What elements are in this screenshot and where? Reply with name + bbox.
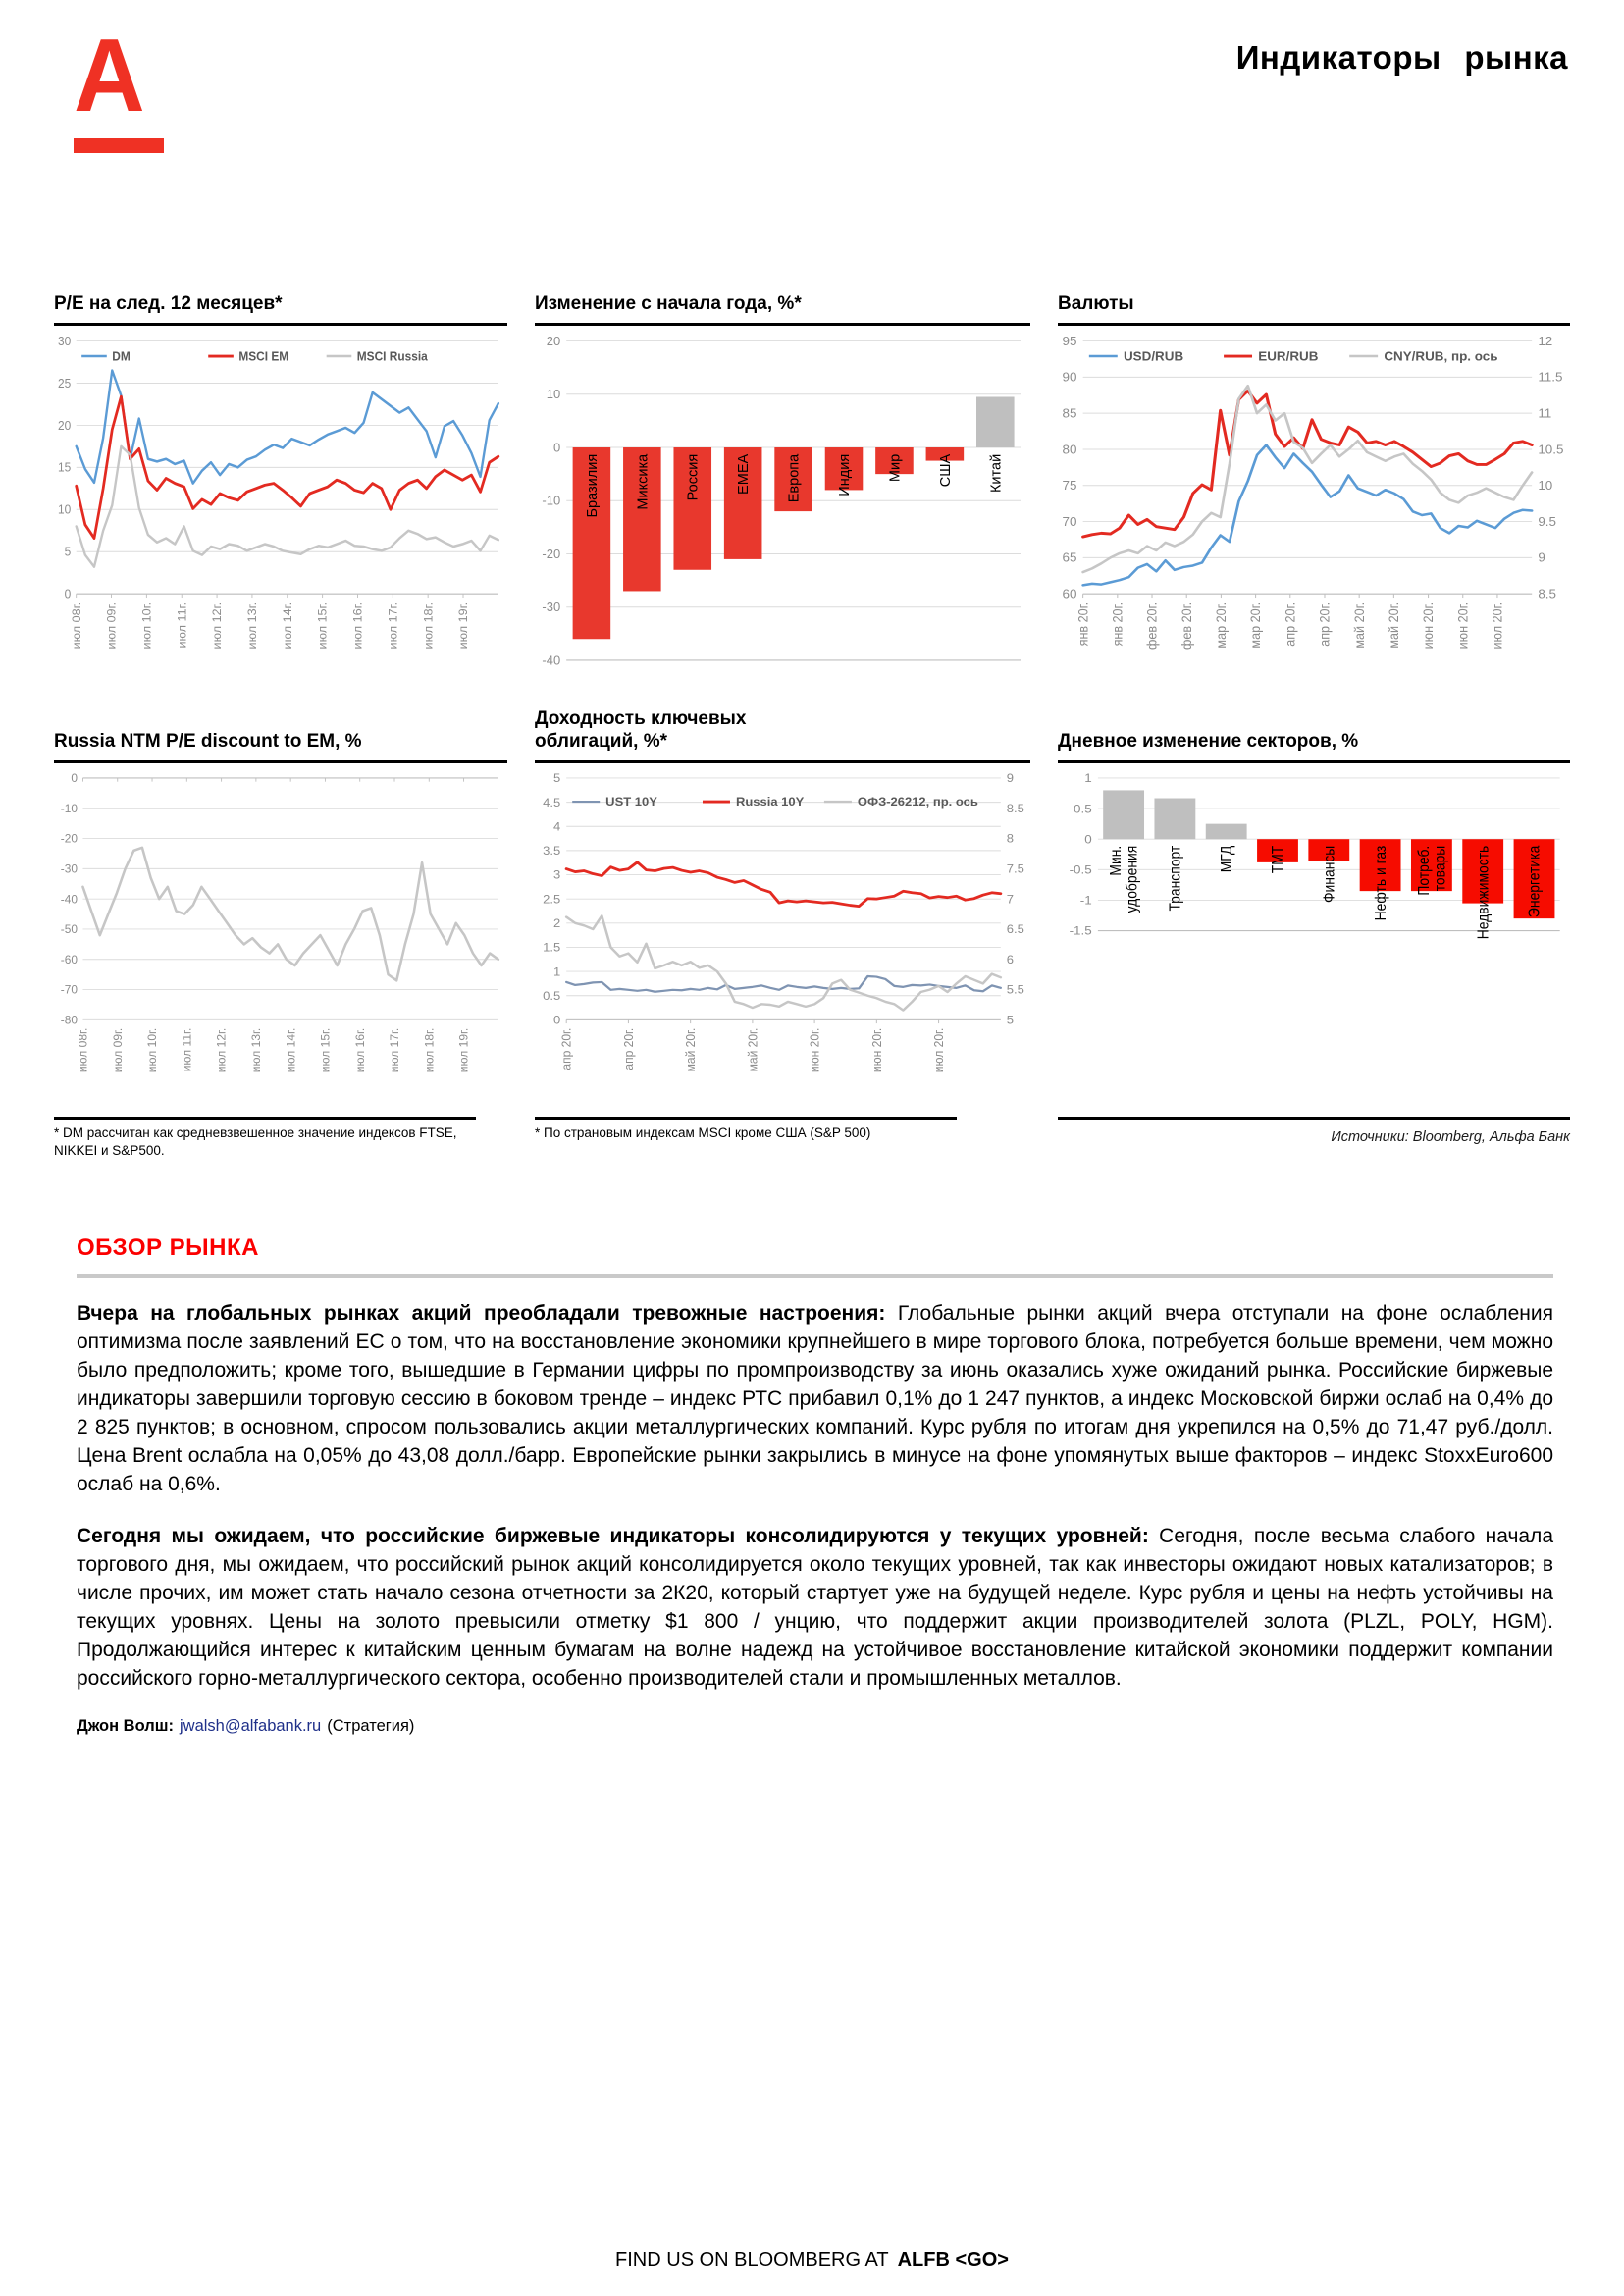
svg-text:-40: -40 — [542, 652, 561, 668]
svg-text:фев 20г.: фев 20г. — [1179, 601, 1194, 650]
chart-section-pe — [54, 287, 507, 689]
svg-text:-30: -30 — [542, 600, 561, 615]
svg-text:июн 20г.: июн 20г. — [808, 1027, 822, 1073]
svg-text:Европа: Европа — [786, 453, 803, 503]
paragraph-body: Глобальные рынки акций вчера отступали на фоне ослабления оптимизма после заявлений ЕС о том, что на восстановление экономики крупнейшего в мире торгового блока, потребуется больше времени, чем можно было предположить; кроме того, вышедшие в Германии цифры по промпроизводству за июнь оказались хуже ожиданий рынка. Российские биржевые индикаторы завершили торговую сессию в боковом тренде – индекс РТС прибавил 0,1% до 1 247 пунктов, а индекс Московской биржи ослаб на 0,4% до 2 825 пунктов; в основном, спросом пользовались акции металлургических компаний. Курс рубля по итогам дня укрепился на 0,5% до 71,47 руб./долл. Цена Brent ослабла на 0,05% до 43,08 долл./барр. Европейские рынки закрылись в минусе на фоне упомянутых выше факторов – индекс StoxxEuro600 ослаб на 0,6%. — [77, 1302, 1553, 1495]
svg-text:60: 60 — [1062, 586, 1077, 601]
svg-text:МГД: МГД — [1219, 845, 1236, 873]
svg-text:-70: -70 — [60, 982, 78, 997]
svg-text:июл 12г.: июл 12г. — [210, 601, 225, 650]
svg-text:-60: -60 — [60, 952, 78, 966]
chart-section-discount — [54, 699, 507, 1160]
svg-text:июл 20г.: июл 20г. — [931, 1027, 947, 1073]
svg-text:май 20г.: май 20г. — [745, 1027, 760, 1072]
svg-text:июл 11г.: июл 11г. — [175, 601, 189, 649]
svg-text:Мир: Мир — [887, 453, 904, 483]
sectors-bar-chart — [1058, 765, 1570, 1111]
svg-text:65: 65 — [1062, 550, 1077, 565]
currencies-line-chart — [1058, 328, 1570, 689]
svg-text:июл 12г.: июл 12г. — [214, 1027, 229, 1073]
svg-text:ТМТ: ТМТ — [1270, 845, 1287, 874]
chart-title-currencies: Валюты — [1058, 287, 1570, 326]
svg-text:2: 2 — [552, 916, 561, 930]
svg-text:июл 08г.: июл 08г. — [70, 601, 83, 650]
svg-text:DM: DM — [112, 349, 131, 364]
svg-text:0: 0 — [1084, 832, 1092, 847]
svg-text:-10: -10 — [60, 801, 78, 815]
alfabank-logo-bar — [74, 138, 164, 153]
svg-text:товары: товары — [1432, 845, 1449, 892]
svg-text:10: 10 — [546, 387, 561, 402]
svg-text:мар 20г.: мар 20г. — [1247, 601, 1264, 649]
svg-text:мар 20г.: мар 20г. — [1213, 601, 1230, 649]
svg-text:1: 1 — [552, 965, 561, 979]
svg-text:MSCI EM: MSCI EM — [238, 349, 289, 364]
svg-text:ОФЗ-26212, пр. ось: ОФЗ-26212, пр. ось — [857, 795, 978, 809]
svg-text:июл 14г.: июл 14г. — [284, 1027, 298, 1073]
svg-text:июн 20г.: июн 20г. — [1420, 601, 1437, 650]
svg-text:-1: -1 — [1079, 893, 1092, 908]
svg-text:10: 10 — [1538, 478, 1553, 494]
svg-text:9.5: 9.5 — [1538, 514, 1557, 529]
svg-text:Нефть и газ: Нефть и газ — [1373, 845, 1389, 921]
svg-text:июн 20г.: июн 20г. — [869, 1027, 884, 1073]
alfabank-logo-letter-icon: А — [74, 18, 145, 133]
review-paragraph-today — [77, 1523, 1553, 1694]
heading-divider — [77, 1274, 1553, 1278]
sources-line: Источники: Bloomberg, Альфа Банк — [1058, 1117, 1570, 1145]
svg-text:Мин.: Мин. — [1108, 845, 1126, 876]
svg-text:11.5: 11.5 — [1538, 370, 1563, 385]
svg-text:6: 6 — [1006, 953, 1015, 966]
svg-text:7.5: 7.5 — [1006, 861, 1024, 876]
chart-section-bonds — [535, 699, 1030, 1160]
svg-text:удобрения: удобрения — [1124, 845, 1141, 913]
svg-text:UST 10Y: UST 10Y — [605, 795, 657, 809]
svg-text:июл 18г.: июл 18г. — [422, 1027, 437, 1073]
svg-text:июл 19г.: июл 19г. — [456, 1027, 471, 1073]
paragraph-body: Сегодня, после весьма слабого начала торгового дня, мы ожидаем, что российский рынок акций консолидируется около текущих уровней, так как инвесторы ожидают новых катализаторов; в числе прочих, им может стать начало сезона отчетности за 2К20, который стартует уже на будущей неделе. Курс рубля и цены на нефть устойчивы на текущих уровнях. Цены на золото превысили отметку $1 800 / унцию, что поддержит акции производителей золота (PLZL, POLY, HGM). Продолжающийся интерес к китайским ценным бумагам на волне надежд на устойчивое восстановление китайской экономики поддержит компании российского горно-металлургического сектора, особенно производителей стали и промышленных металлов. — [77, 1524, 1553, 1690]
svg-text:фев 20г.: фев 20г. — [1144, 601, 1160, 650]
svg-text:CNY/RUB, пр. ось: CNY/RUB, пр. ось — [1384, 348, 1498, 364]
svg-text:-80: -80 — [60, 1013, 78, 1027]
svg-text:0.5: 0.5 — [543, 989, 561, 1003]
svg-text:95: 95 — [1062, 334, 1077, 348]
svg-text:9: 9 — [1538, 550, 1545, 565]
svg-text:июл 14г.: июл 14г. — [281, 601, 294, 650]
bonds-line-chart — [535, 765, 1030, 1111]
svg-text:80: 80 — [1062, 442, 1077, 457]
ytd-change-bar-chart — [535, 328, 1030, 689]
svg-text:2.5: 2.5 — [543, 892, 561, 907]
svg-text:25: 25 — [57, 376, 72, 391]
svg-text:EUR/RUB: EUR/RUB — [1258, 348, 1319, 364]
market-review-section — [77, 1234, 1553, 1736]
svg-text:0: 0 — [552, 440, 561, 455]
svg-text:апр 20г.: апр 20г. — [1317, 601, 1333, 647]
svg-text:-30: -30 — [60, 861, 78, 876]
svg-text:6.5: 6.5 — [1006, 922, 1024, 937]
svg-text:-1.5: -1.5 — [1069, 923, 1092, 938]
author-name: Джон Волш: — [77, 1716, 174, 1735]
alfabank-logo — [74, 18, 172, 153]
svg-text:3.5: 3.5 — [543, 844, 561, 858]
svg-text:июл 13г.: июл 13г. — [249, 1027, 263, 1073]
svg-text:85: 85 — [1062, 405, 1077, 421]
svg-text:4.5: 4.5 — [543, 796, 561, 809]
chart-title-pe: Р/Е на след. 12 месяцев* — [54, 287, 507, 326]
chart-title-sectors: Дневное изменение секторов, % — [1058, 699, 1570, 763]
svg-text:янв 20г.: янв 20г. — [1074, 601, 1091, 647]
charts-row-2 — [54, 699, 1570, 1160]
svg-text:3: 3 — [552, 868, 561, 882]
svg-text:апр 20г.: апр 20г. — [1283, 601, 1298, 647]
svg-text:Индия: Индия — [836, 453, 854, 496]
svg-text:10: 10 — [57, 502, 72, 517]
svg-text:7: 7 — [1006, 892, 1015, 907]
svg-text:5: 5 — [64, 545, 72, 559]
svg-text:Финансы: Финансы — [1321, 845, 1338, 904]
svg-text:Недвижимость: Недвижимость — [1475, 845, 1493, 940]
svg-text:Russia 10Y: Russia 10Y — [735, 795, 805, 809]
svg-text:-10: -10 — [542, 493, 561, 508]
pe-line-chart — [54, 328, 507, 689]
chart-title-ytd-change: Изменение с начала года, %* — [535, 287, 1030, 326]
svg-text:8.5: 8.5 — [1006, 802, 1024, 815]
svg-text:июл 08г.: июл 08г. — [76, 1027, 90, 1073]
svg-text:5: 5 — [1006, 1013, 1015, 1027]
svg-text:июл 11г.: июл 11г. — [180, 1027, 194, 1072]
svg-text:апр 20г.: апр 20г. — [559, 1027, 574, 1070]
svg-text:1: 1 — [1084, 770, 1092, 785]
svg-text:15: 15 — [57, 460, 72, 475]
chart-section-sectors — [1058, 699, 1570, 1160]
author-line — [77, 1717, 1553, 1736]
svg-text:-40: -40 — [60, 892, 78, 907]
svg-text:США: США — [937, 453, 954, 488]
svg-text:70: 70 — [1062, 514, 1077, 529]
svg-text:5: 5 — [552, 771, 561, 786]
svg-text:июл 15г.: июл 15г. — [318, 1027, 333, 1073]
svg-text:май 20г.: май 20г. — [683, 1027, 699, 1072]
svg-text:MSCI Russia: MSCI Russia — [356, 349, 428, 364]
svg-text:Россия: Россия — [685, 453, 702, 501]
svg-text:8.5: 8.5 — [1538, 586, 1557, 601]
footer-text: FIND US ON BLOOMBERG AT — [615, 2249, 889, 2270]
svg-text:-20: -20 — [60, 831, 78, 846]
svg-text:USD/RUB: USD/RUB — [1123, 348, 1184, 364]
svg-text:4: 4 — [552, 819, 561, 834]
svg-text:Транспорт: Транспорт — [1167, 845, 1184, 912]
svg-text:июл 15г.: июл 15г. — [316, 601, 330, 650]
page-title: Индикаторы рынка — [1235, 39, 1568, 76]
svg-text:9: 9 — [1006, 771, 1015, 786]
footnote-dm: * DM рассчитан как средневзвешенное значение индексов FTSE, NIKKEI и S&P500. — [54, 1117, 476, 1160]
svg-text:90: 90 — [1062, 370, 1077, 385]
svg-text:июл 09г.: июл 09г. — [104, 601, 119, 650]
svg-text:апр 20г.: апр 20г. — [621, 1027, 637, 1070]
svg-text:11: 11 — [1538, 405, 1552, 421]
svg-text:июл 20г.: июл 20г. — [1490, 601, 1505, 650]
svg-text:июл 10г.: июл 10г. — [145, 1027, 160, 1073]
svg-text:июл 09г.: июл 09г. — [110, 1027, 125, 1073]
svg-text:июл 17г.: июл 17г. — [388, 1027, 402, 1073]
discount-line-chart — [54, 765, 507, 1111]
chart-title-bonds: Доходность ключевых облигаций, %* — [535, 699, 1030, 763]
svg-text:июл 17г.: июл 17г. — [386, 601, 400, 650]
svg-text:8: 8 — [1006, 832, 1015, 846]
svg-text:12: 12 — [1538, 334, 1553, 348]
footer-ticker: ALFB <GO> — [897, 2249, 1009, 2270]
svg-text:июл 16г.: июл 16г. — [350, 601, 365, 650]
svg-text:1.5: 1.5 — [543, 941, 561, 955]
svg-text:Энергетика: Энергетика — [1527, 845, 1544, 918]
svg-text:июн 20г.: июн 20г. — [1455, 601, 1471, 650]
author-email-link[interactable]: jwalsh@alfabank.ru — [179, 1716, 322, 1735]
svg-text:20: 20 — [546, 334, 561, 348]
svg-text:5.5: 5.5 — [1006, 983, 1024, 997]
svg-text:75: 75 — [1062, 478, 1077, 494]
author-department: (Стратегия) — [327, 1716, 415, 1735]
paragraph-lead-bold: Сегодня мы ожидаем, что российские биржевые индикаторы консолидируются у текущих уровней: — [77, 1524, 1149, 1547]
svg-text:июл 10г.: июл 10г. — [139, 601, 154, 650]
svg-text:май 20г.: май 20г. — [1351, 601, 1367, 649]
svg-text:июл 19г.: июл 19г. — [456, 601, 471, 650]
svg-text:янв 20г.: янв 20г. — [1110, 601, 1126, 647]
svg-text:июл 13г.: июл 13г. — [245, 601, 259, 650]
svg-text:-0.5: -0.5 — [1069, 862, 1092, 877]
svg-text:Миксика: Миксика — [635, 453, 652, 510]
svg-text:июл 16г.: июл 16г. — [352, 1027, 367, 1073]
charts-row-1 — [54, 287, 1570, 689]
svg-text:-50: -50 — [60, 922, 78, 937]
svg-text:EMEA: EMEA — [735, 453, 753, 495]
chart-section-currencies — [1058, 287, 1570, 689]
footnote-msci: * По страновым индексам MSCI кроме США (S&P 500) — [535, 1117, 957, 1142]
chart-title-discount: Russia NTM P/E discount to EM, % — [54, 699, 507, 763]
review-paragraph-yesterday — [77, 1300, 1553, 1499]
svg-text:30: 30 — [57, 334, 72, 348]
svg-text:июл 18г.: июл 18г. — [421, 601, 436, 650]
svg-text:10.5: 10.5 — [1538, 442, 1564, 457]
paragraph-lead-bold: Вчера на глобальных рынках акций преобладали тревожные настроения: — [77, 1302, 886, 1325]
svg-text:Китай: Китай — [988, 453, 1005, 494]
svg-text:Потреб.: Потреб. — [1416, 845, 1434, 896]
svg-text:-20: -20 — [542, 547, 561, 561]
svg-text:0: 0 — [552, 1013, 561, 1027]
bloomberg-footer — [0, 2249, 1624, 2271]
svg-text:0.5: 0.5 — [1074, 801, 1092, 816]
svg-text:0: 0 — [71, 771, 78, 786]
market-review-heading: ОБЗОР РЫНКА — [77, 1234, 259, 1261]
chart-section-ytd-change — [535, 287, 1030, 689]
svg-text:0: 0 — [64, 587, 72, 601]
svg-text:Бразилия: Бразилия — [584, 453, 601, 518]
svg-text:20: 20 — [57, 418, 72, 433]
svg-text:май 20г.: май 20г. — [1386, 601, 1402, 649]
